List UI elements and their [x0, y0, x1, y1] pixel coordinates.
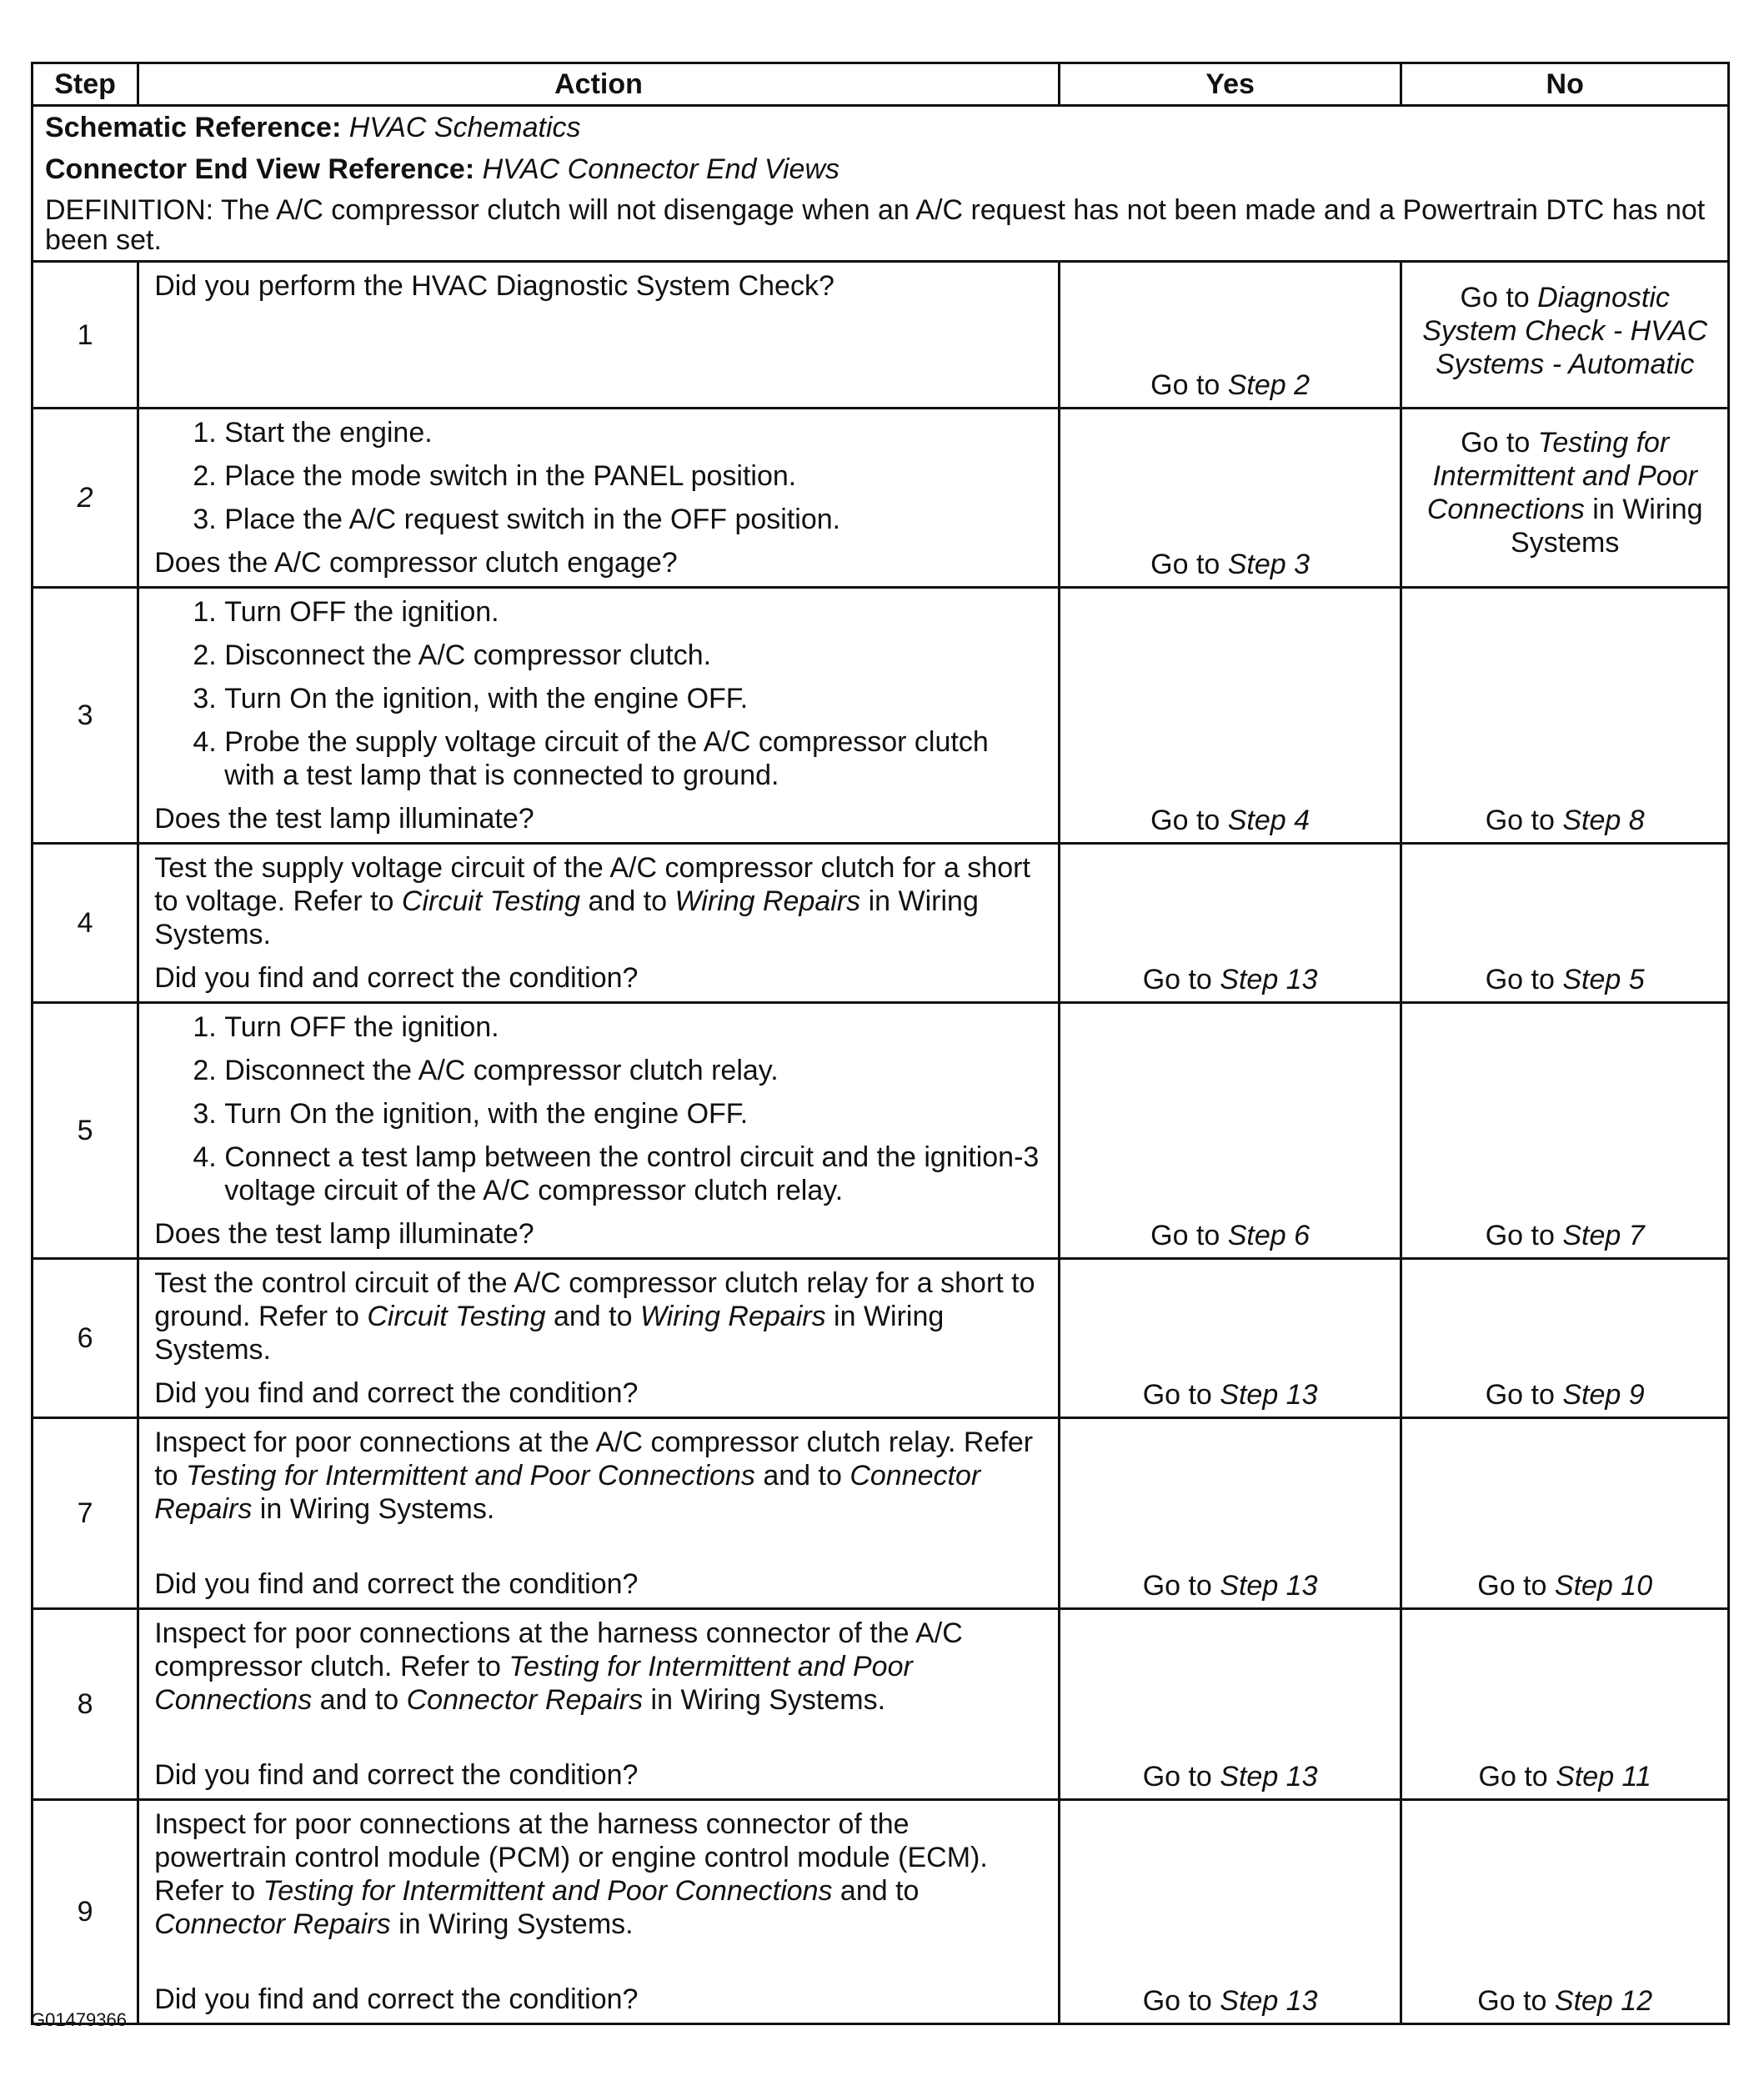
no-link[interactable]: Testing for Intermittent and Poor Connections: [1426, 427, 1697, 525]
step-number: 6: [33, 1259, 138, 1418]
spacer: [154, 1951, 1046, 1979]
action-text-part: Test the supply voltage circuit of the A/C compressor clutch for a short to voltage. Refer to: [154, 852, 1030, 917]
table-row: [33, 1418, 1729, 1609]
action-cell: [138, 844, 1060, 1003]
step-number: 1: [33, 262, 138, 409]
diagnostic-table: [31, 62, 1730, 2025]
action-text: [154, 1266, 1046, 1366]
table-row: [33, 1003, 1729, 1259]
action-text-part: and to: [545, 1301, 640, 1332]
action-text-part: and to: [754, 1460, 850, 1492]
action-question: Does the test lamp illuminate?: [154, 803, 534, 835]
step-number: 3: [33, 588, 138, 844]
reference-link[interactable]: Testing for Intermittent and Poor Connections: [154, 1651, 913, 1716]
diagnostic-table-wrapper: [31, 62, 1730, 2025]
yes-link[interactable]: Step 2: [1227, 369, 1310, 401]
action-text: [154, 1426, 1046, 1526]
action-question: Did you find and correct the condition?: [154, 1377, 639, 1409]
no-link[interactable]: Step 11: [1556, 1761, 1651, 1793]
no-prefix: Go to: [1477, 1570, 1555, 1602]
no-prefix: Go to: [1460, 282, 1538, 313]
table-row: [33, 262, 1729, 409]
list-item: 1. Turn OFF the ignition.: [224, 595, 1046, 629]
action-text-part: Inspect for poor connections at the harness connector of the powertrain control module (PCM) or engine control module (ECM). Refer to: [154, 1808, 988, 1907]
yes-cell: [1059, 1259, 1401, 1418]
table-header-row: [33, 63, 1729, 106]
action-text-part: in Wiring Systems.: [154, 1301, 945, 1366]
yes-link[interactable]: Step 13: [1220, 1761, 1318, 1793]
list-item: 2. Disconnect the A/C compressor clutch relay.: [224, 1054, 1046, 1087]
list-item: 2. Disconnect the A/C compressor clutch.: [224, 639, 1046, 672]
list-item: 4. Connect a test lamp between the control circuit and the ignition-3 voltage circuit of the A/C compressor clutch relay.: [224, 1141, 1046, 1207]
no-link[interactable]: Step 7: [1562, 1220, 1645, 1251]
yes-prefix: Go to: [1150, 1220, 1228, 1251]
yes-prefix: Go to: [1142, 964, 1220, 995]
action-cell: [138, 588, 1060, 844]
action-text-part: in Wiring Systems.: [252, 1493, 495, 1525]
action-list: [154, 1010, 1046, 1207]
action-question: Did you find and correct the condition?: [154, 1759, 639, 1791]
list-item: 1. Turn OFF the ignition.: [224, 1010, 1046, 1044]
no-cell: [1401, 588, 1729, 844]
yes-prefix: Go to: [1142, 1379, 1220, 1411]
header-yes: Yes: [1059, 63, 1401, 106]
no-prefix: Go to: [1478, 1761, 1556, 1793]
table-row: [33, 1609, 1729, 1800]
yes-cell: [1059, 1609, 1401, 1800]
yes-link[interactable]: Step 13: [1220, 1570, 1318, 1602]
info-row: [33, 106, 1729, 262]
list-item: 3. Turn On the ignition, with the engine OFF.: [224, 1097, 1046, 1131]
list-item: 2. Place the mode switch in the PANEL position.: [224, 459, 1046, 493]
list-item: 4. Probe the supply voltage circuit of the A/C compressor clutch with a test lamp that is connected to ground.: [224, 725, 1046, 792]
no-link[interactable]: Step 10: [1554, 1570, 1653, 1602]
yes-link[interactable]: Step 6: [1227, 1220, 1310, 1251]
action-cell: [138, 262, 1060, 409]
action-question: Did you find and correct the condition?: [154, 1568, 639, 1600]
yes-cell: [1059, 1003, 1401, 1259]
action-text-part: and to: [832, 1875, 920, 1907]
no-cell: [1401, 262, 1729, 409]
action-text-part: in Wiring Systems.: [390, 1908, 634, 1940]
no-cell: [1401, 1003, 1729, 1259]
action-text: [154, 1808, 1046, 1941]
step-number: 9: [33, 1800, 138, 2024]
no-prefix: Go to: [1477, 1985, 1555, 2017]
step-number: 5: [33, 1003, 138, 1259]
no-cell: [1401, 1800, 1729, 2024]
step-number: 8: [33, 1609, 138, 1800]
yes-link[interactable]: Step 13: [1220, 1379, 1318, 1411]
no-link[interactable]: Diagnostic System Check - HVAC Systems - Automatic: [1422, 282, 1708, 380]
action-question: Did you find and correct the condition?: [154, 962, 639, 994]
reference-link[interactable]: Connector Repairs: [154, 1460, 981, 1525]
action-question: Did you find and correct the condition?: [154, 1983, 639, 2015]
schematic-reference: [45, 112, 1716, 143]
no-link[interactable]: Step 8: [1562, 805, 1645, 836]
no-suffix: in Wiring Systems: [1511, 494, 1703, 559]
table-row: [33, 1800, 1729, 2024]
connector-reference: [45, 153, 1716, 185]
table-row: [33, 409, 1729, 588]
action-cell: [138, 1609, 1060, 1800]
schematic-label: Schematic Reference:: [45, 112, 342, 143]
list-item: 3. Place the A/C request switch in the OFF position.: [224, 503, 1046, 536]
spacer: [154, 1536, 1046, 1564]
action-text-part: Inspect for poor connections at the harness connector of the A/C compressor clutch. Refer to: [154, 1617, 963, 1682]
no-cell: [1401, 1418, 1729, 1609]
step-number: 2: [33, 409, 138, 588]
yes-prefix: Go to: [1150, 549, 1228, 580]
no-prefix: Go to: [1461, 427, 1538, 459]
reference-link[interactable]: Wiring Repairs: [674, 885, 861, 917]
action-cell: [138, 409, 1060, 588]
yes-prefix: Go to: [1150, 805, 1228, 836]
action-question: Did you perform the HVAC Diagnostic System Check?: [154, 270, 834, 302]
yes-link[interactable]: Step 13: [1220, 964, 1318, 995]
no-cell: [1401, 409, 1729, 588]
list-item: 1. Start the engine.: [224, 416, 1046, 449]
no-prefix: Go to: [1485, 1379, 1563, 1411]
yes-link[interactable]: Step 4: [1227, 805, 1310, 836]
reference-link[interactable]: Circuit Testing: [367, 1301, 546, 1332]
action-question: Does the test lamp illuminate?: [154, 1218, 534, 1250]
reference-link[interactable]: Connector Repairs: [406, 1684, 644, 1716]
table-row: [33, 588, 1729, 844]
yes-cell: [1059, 409, 1401, 588]
connector-label: Connector End View Reference:: [45, 153, 475, 185]
reference-link[interactable]: Testing for Intermittent and Poor Connections: [263, 1875, 833, 1907]
action-text-part: in Wiring Systems.: [643, 1684, 886, 1716]
action-text-part: Test the control circuit of the A/C compressor clutch relay for a short to ground. Refer to: [154, 1267, 1035, 1332]
action-text-part: in Wiring Systems.: [154, 885, 979, 950]
no-prefix: Go to: [1485, 1220, 1563, 1251]
action-text: [154, 851, 1046, 951]
yes-prefix: Go to: [1142, 1761, 1220, 1793]
no-link[interactable]: Step 12: [1554, 1985, 1653, 2017]
reference-link[interactable]: Testing for Intermittent and Poor Connections: [186, 1460, 755, 1492]
list-item: 3. Turn On the ignition, with the engine OFF.: [224, 682, 1046, 715]
yes-cell: [1059, 1800, 1401, 2024]
step-number: 7: [33, 1418, 138, 1609]
no-cell: [1401, 844, 1729, 1003]
yes-link[interactable]: Step 3: [1227, 549, 1310, 580]
no-link[interactable]: Step 9: [1562, 1379, 1645, 1411]
action-cell: [138, 1003, 1060, 1259]
yes-cell: [1059, 844, 1401, 1003]
yes-cell: [1059, 262, 1401, 409]
reference-link[interactable]: Connector Repairs: [154, 1908, 391, 1940]
yes-cell: [1059, 1418, 1401, 1609]
no-link[interactable]: Step 5: [1562, 964, 1645, 995]
header-step: Step: [33, 63, 138, 106]
action-text: [154, 1617, 1046, 1717]
connector-link[interactable]: HVAC Connector End Views: [482, 153, 839, 185]
action-text-part: and to: [580, 885, 675, 917]
no-cell: [1401, 1609, 1729, 1800]
yes-link[interactable]: Step 13: [1220, 1985, 1318, 2017]
spacer: [154, 1727, 1046, 1755]
yes-prefix: Go to: [1142, 1570, 1220, 1602]
no-cell: [1401, 1259, 1729, 1418]
info-cell: [33, 106, 1729, 262]
no-prefix: Go to: [1485, 964, 1563, 995]
figure-id: G01479366: [31, 2009, 127, 2030]
table-row: [33, 1259, 1729, 1418]
action-text-part: Inspect for poor connections at the A/C compressor clutch relay. Refer to: [154, 1427, 1034, 1492]
action-cell: [138, 1259, 1060, 1418]
definition-text: DEFINITION: The A/C compressor clutch will not disengage when an A/C request has not been made and a Powertrain DTC has not been set.: [45, 194, 1706, 256]
table-row: [33, 844, 1729, 1003]
yes-prefix: Go to: [1142, 1985, 1220, 2017]
action-question: Does the A/C compressor clutch engage?: [154, 547, 678, 579]
header-no: No: [1401, 63, 1729, 106]
yes-prefix: Go to: [1150, 369, 1228, 401]
yes-cell: [1059, 588, 1401, 844]
action-cell: [138, 1800, 1060, 2024]
action-list: [154, 595, 1046, 792]
action-cell: [138, 1418, 1060, 1609]
action-list: [154, 416, 1046, 536]
reference-link[interactable]: Circuit Testing: [401, 885, 581, 917]
action-text-part: and to: [312, 1684, 407, 1716]
step-number: 4: [33, 844, 138, 1003]
no-prefix: Go to: [1485, 805, 1563, 836]
reference-link[interactable]: Wiring Repairs: [639, 1301, 826, 1332]
header-action: Action: [138, 63, 1060, 106]
schematic-link[interactable]: HVAC Schematics: [348, 112, 581, 143]
